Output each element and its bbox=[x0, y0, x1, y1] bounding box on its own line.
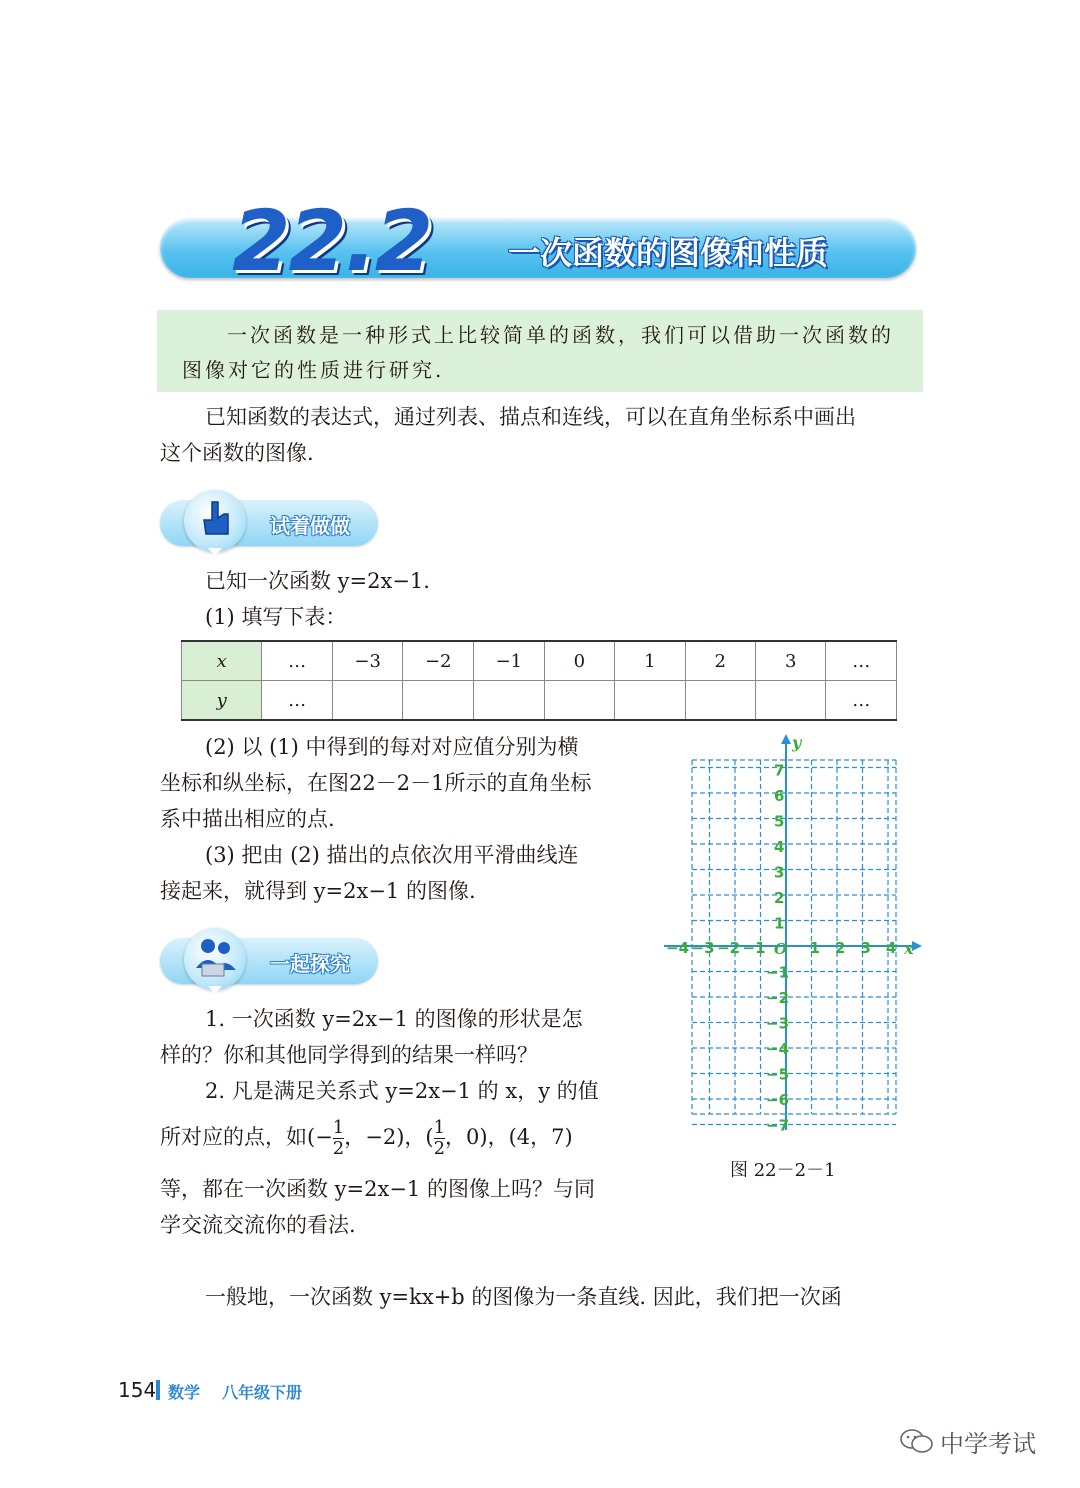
table-cell bbox=[332, 681, 403, 721]
x-tick-label: 3 bbox=[860, 939, 871, 957]
y-tick-label: 7 bbox=[774, 761, 785, 780]
explore-q2-line-2 bbox=[160, 1118, 573, 1159]
y-axis-arrow-icon bbox=[781, 734, 791, 744]
students-icon bbox=[192, 934, 240, 980]
explore-q2-line-3: 等，都在一次函数 y=2x−1 的图像上吗？与同 bbox=[160, 1177, 595, 1201]
step2-line-3: 系中描出相应的点. bbox=[160, 807, 335, 831]
fraction-denominator: 2 bbox=[433, 1138, 446, 1159]
watermark-text: 中学考试 bbox=[940, 1430, 1036, 1458]
hand-icon bbox=[198, 498, 234, 540]
table-cell: −1 bbox=[474, 641, 545, 681]
step3-line-1: (3) 把由 (2) 描出的点依次用平滑曲线连 bbox=[205, 843, 579, 867]
table-row-x bbox=[182, 641, 897, 681]
explore-q2-line-4: 学交流交流你的看法. bbox=[160, 1213, 356, 1237]
page-number: 154 bbox=[118, 1378, 157, 1402]
para1-line-2: 这个函数的图像. bbox=[160, 441, 314, 465]
intro-line-1: 一次函数是一种形式上比较简单的函数，我们可以借助一次函数的 bbox=[227, 323, 894, 347]
table-cell: 0 bbox=[544, 641, 614, 681]
figure-caption: 图 22－2－1 bbox=[730, 1160, 836, 1181]
intro-line-2: 图像对它的性质进行研究. bbox=[182, 358, 445, 382]
para1-line-1: 已知函数的表达式，通过列表、描点和连线，可以在直角坐标系中画出 bbox=[205, 405, 856, 429]
y-tick-label: 5 bbox=[774, 812, 785, 831]
x-tick-label: −1 bbox=[742, 939, 766, 957]
section-title: 一次函数的图像和性质 bbox=[508, 234, 829, 272]
q2-text-a: 所对应的点，如(− bbox=[160, 1125, 333, 1149]
x-tick-label: 1 bbox=[809, 939, 820, 957]
y-tick-label: 6 bbox=[774, 787, 785, 805]
explore-tag-arrow-icon bbox=[208, 986, 222, 994]
y-tick-label: −2 bbox=[766, 989, 790, 1007]
table-header-y: y bbox=[182, 681, 262, 721]
explore-tag-label: 一起探究 bbox=[270, 952, 350, 976]
y-tick-label: −3 bbox=[766, 1014, 790, 1033]
y-tick-label: 2 bbox=[774, 889, 785, 907]
step2-line-1: (2) 以 (1) 中得到的每对对应值分别为横 bbox=[205, 735, 579, 759]
table-cell bbox=[544, 681, 614, 721]
x-tick-label: 2 bbox=[835, 939, 846, 957]
y-tick-label: −7 bbox=[766, 1116, 790, 1135]
x-tick-label: 4 bbox=[886, 939, 897, 957]
q2-text-b: ，−2)，( bbox=[344, 1125, 434, 1149]
footer-book: 八年级下册 bbox=[222, 1383, 303, 1402]
fraction-half bbox=[333, 1118, 344, 1159]
table-cell bbox=[756, 681, 826, 721]
coordinate-grid-figure bbox=[660, 730, 930, 1150]
x-tick-label: −4 bbox=[666, 939, 690, 957]
x-axis-label: x bbox=[904, 939, 914, 958]
wechat-icon bbox=[900, 1428, 934, 1454]
value-table bbox=[181, 640, 897, 721]
para-bottom: 一般地，一次函数 y=kx+b 的图像为一条直线. 因此，我们把一次函 bbox=[205, 1285, 842, 1309]
fraction-denominator: 2 bbox=[332, 1138, 345, 1159]
table-cell: 2 bbox=[685, 641, 755, 681]
y-axis-label: y bbox=[792, 733, 802, 752]
section-number: 22.2 bbox=[232, 192, 432, 290]
table-cell bbox=[474, 681, 545, 721]
table-cell: … bbox=[826, 681, 897, 721]
y-tick-label: −1 bbox=[766, 963, 790, 982]
y-tick-label: −6 bbox=[766, 1091, 790, 1109]
y-tick-label: −5 bbox=[766, 1065, 790, 1084]
table-header-x: x bbox=[182, 641, 262, 681]
explore-q1-line-2: 样的？你和其他同学得到的结果一样吗？ bbox=[160, 1043, 538, 1067]
footer-divider bbox=[156, 1380, 160, 1400]
try-tag-arrow-icon bbox=[208, 548, 222, 556]
origin-label: O bbox=[774, 940, 788, 958]
step2-line-2: 坐标和纵坐标，在图22－2－1所示的直角坐标 bbox=[160, 771, 592, 795]
explore-q2-line-1: 2. 凡是满足关系式 y=2x−1 的 x，y 的值 bbox=[205, 1079, 599, 1103]
try-tag-label: 试着做做 bbox=[270, 514, 350, 538]
fraction-numerator: 1 bbox=[433, 1117, 446, 1138]
q2-text-c: ，0)，(4，7) bbox=[445, 1125, 573, 1149]
y-tick-label: 1 bbox=[774, 914, 785, 933]
try-line-1: 已知一次函数 y=2x−1. bbox=[205, 569, 430, 593]
table-cell: 1 bbox=[615, 641, 685, 681]
y-tick-label: 4 bbox=[774, 838, 785, 856]
table-cell bbox=[615, 681, 685, 721]
table-cell: … bbox=[826, 641, 897, 681]
table-row-y bbox=[182, 681, 897, 721]
try-line-2: (1) 填写下表： bbox=[205, 605, 347, 629]
table-cell bbox=[403, 681, 474, 721]
table-cell: 3 bbox=[756, 641, 826, 681]
fraction-numerator: 1 bbox=[332, 1117, 345, 1138]
intro-box bbox=[157, 310, 923, 392]
table-cell: … bbox=[262, 681, 333, 721]
table-cell: … bbox=[262, 641, 333, 681]
table-cell: −3 bbox=[332, 641, 403, 681]
table-cell: −2 bbox=[403, 641, 474, 681]
y-tick-label: −4 bbox=[766, 1040, 790, 1058]
x-tick-label: −2 bbox=[717, 939, 741, 957]
table-cell bbox=[685, 681, 755, 721]
step3-line-2: 接起来，就得到 y=2x−1 的图像. bbox=[160, 879, 476, 903]
footer-subject: 数学 bbox=[168, 1383, 201, 1402]
explore-q1-line-1: 1. 一次函数 y=2x−1 的图像的形状是怎 bbox=[205, 1007, 583, 1031]
x-tick-label: −3 bbox=[691, 939, 715, 957]
y-tick-label: 3 bbox=[774, 863, 785, 882]
fraction-half bbox=[434, 1118, 445, 1159]
